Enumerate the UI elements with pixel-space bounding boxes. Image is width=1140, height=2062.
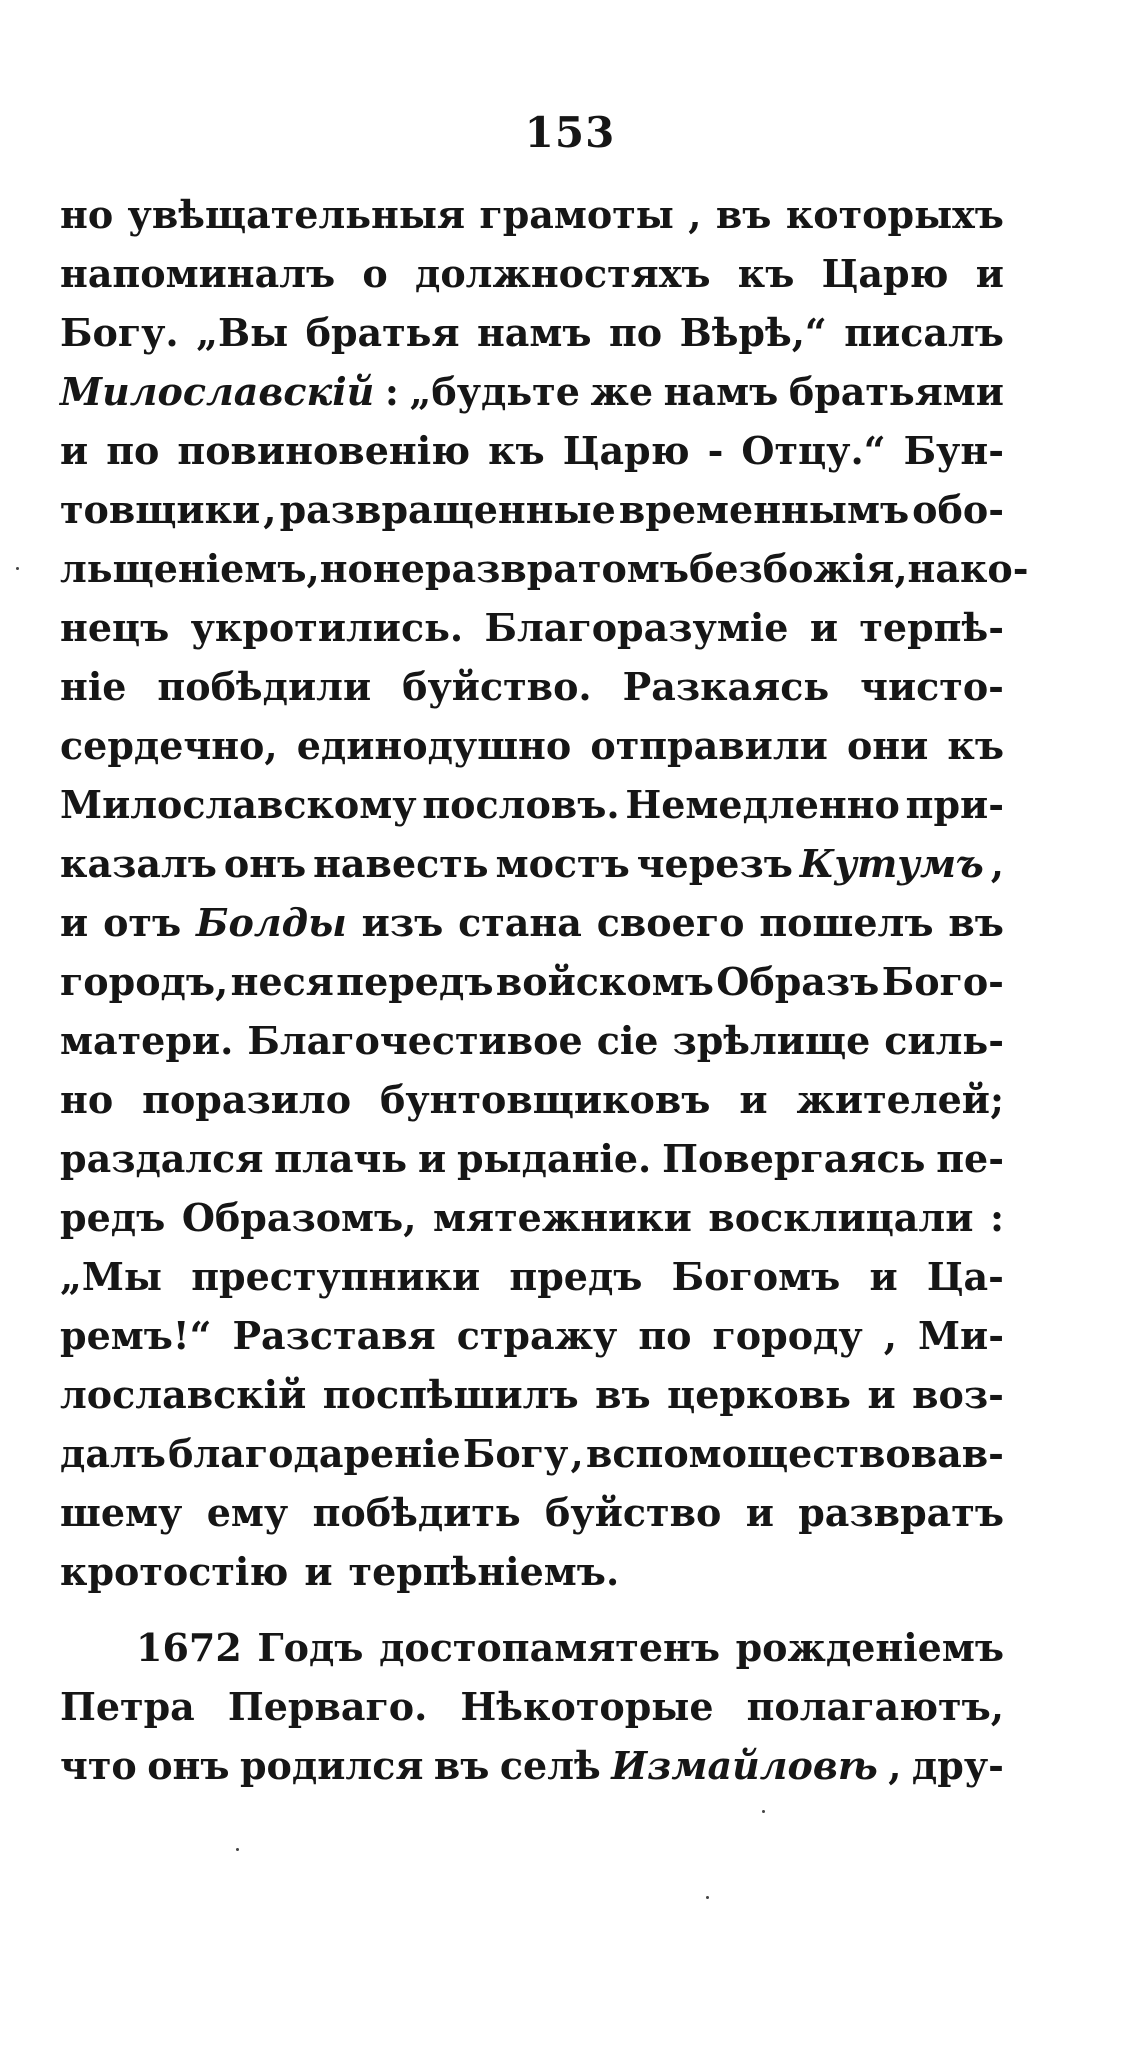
word: рыданіе. xyxy=(456,1136,652,1181)
word: должностяхъ xyxy=(415,251,711,296)
word: побѣдили xyxy=(157,664,372,709)
word: Болды xyxy=(196,900,347,945)
word: ремъ!“ xyxy=(60,1313,212,1358)
word: обо- xyxy=(912,487,1004,532)
word: Благочестивое xyxy=(247,1018,583,1063)
word: ніе xyxy=(60,664,127,709)
text-line xyxy=(60,1483,1004,1542)
word: Вѣрѣ,“ xyxy=(679,310,827,355)
page-number: 153 xyxy=(524,108,616,157)
word: терпѣніемъ. xyxy=(348,1549,620,1594)
word: Разкаясь xyxy=(622,664,830,709)
text-line xyxy=(60,1677,1004,1736)
word: церковь xyxy=(667,1372,851,1417)
word: своего xyxy=(596,900,745,945)
text-line xyxy=(60,598,1004,657)
word: они xyxy=(846,723,929,768)
word: ему xyxy=(206,1490,289,1535)
word: „Мы xyxy=(60,1254,163,1299)
word: развратомъ xyxy=(424,546,689,591)
word: Ца- xyxy=(926,1254,1004,1299)
word: по xyxy=(608,310,663,355)
word: благодареніе xyxy=(168,1431,461,1476)
word: жителей; xyxy=(796,1077,1004,1122)
print-speck xyxy=(16,567,19,570)
word: , xyxy=(883,1313,897,1358)
word: развратъ xyxy=(798,1490,1004,1535)
word: Образомъ, xyxy=(181,1195,417,1240)
word: Нѣкоторые xyxy=(460,1684,714,1729)
word: и xyxy=(739,1077,768,1122)
text-line xyxy=(60,303,1004,362)
text-line xyxy=(60,1736,1004,1795)
word: но xyxy=(60,1077,114,1122)
word: стана xyxy=(458,900,582,945)
word: при- xyxy=(905,782,1004,827)
word: Образъ xyxy=(716,959,880,1004)
word: изъ xyxy=(361,900,444,945)
word: въ xyxy=(433,1743,490,1788)
word: Милославскому xyxy=(60,782,417,827)
body-text xyxy=(60,185,1029,1795)
word: льщеніемъ, xyxy=(60,546,320,591)
word: товщики xyxy=(60,487,261,532)
word: черезъ xyxy=(636,841,793,886)
word: намъ xyxy=(663,369,779,414)
word: временнымъ xyxy=(618,487,910,532)
word: : xyxy=(384,369,399,414)
text-line xyxy=(60,1247,1004,1306)
text-line xyxy=(60,1306,1004,1365)
word: шему xyxy=(60,1490,183,1535)
text-line xyxy=(60,1542,1004,1601)
word: повиновенію xyxy=(177,428,471,473)
word: рожденіемъ xyxy=(735,1625,1004,1670)
word: Отцу.“ xyxy=(741,428,886,473)
word: Измайловѣ xyxy=(611,1743,878,1788)
word: городъ, xyxy=(60,959,229,1004)
text-line xyxy=(60,362,1004,421)
word: полагаютъ, xyxy=(746,1684,1004,1729)
word: Кутумъ xyxy=(799,841,984,886)
word: и xyxy=(975,251,1004,296)
word: „будьте xyxy=(409,369,580,414)
word: преступники xyxy=(191,1254,481,1299)
word: отправили xyxy=(590,723,828,768)
word: редъ xyxy=(60,1195,166,1240)
word: писалъ xyxy=(844,310,1004,355)
print-speck xyxy=(236,1848,239,1851)
word: Бун- xyxy=(903,428,1004,473)
word: Разставя xyxy=(232,1313,436,1358)
word: Петра xyxy=(60,1684,195,1729)
word: войскомъ xyxy=(495,959,714,1004)
text-line xyxy=(60,775,1004,834)
word: Бого- xyxy=(881,959,1004,1004)
word: и xyxy=(417,1136,447,1181)
word: Годъ xyxy=(257,1625,364,1670)
word: „Вы xyxy=(196,310,289,355)
word: сердечно, xyxy=(60,723,278,768)
word: пошелъ xyxy=(759,900,934,945)
word: къ xyxy=(737,251,795,296)
print-speck xyxy=(762,1810,765,1813)
word: , xyxy=(263,487,277,532)
word: но xyxy=(60,192,114,237)
word: Немедленно xyxy=(625,782,900,827)
text-line xyxy=(60,1365,1004,1424)
text-line xyxy=(60,1011,1004,1070)
text-line xyxy=(60,185,1004,244)
word: городу xyxy=(712,1313,863,1358)
word: 1672 xyxy=(136,1625,242,1670)
word: побѣдить xyxy=(312,1490,521,1535)
word: мятежники xyxy=(433,1195,692,1240)
word: что xyxy=(60,1743,137,1788)
word: нако- xyxy=(907,546,1029,591)
word: восклицали xyxy=(708,1195,974,1240)
word: Богомъ xyxy=(671,1254,841,1299)
text-line xyxy=(60,1618,1004,1677)
word: раздался xyxy=(60,1136,264,1181)
word: Повергаясь xyxy=(662,1136,926,1181)
word: : xyxy=(989,1195,1004,1240)
text-line xyxy=(60,1424,1004,1483)
word: напоминалъ xyxy=(60,251,336,296)
word: отъ xyxy=(103,900,182,945)
word: увѣщательныя xyxy=(127,192,466,237)
word: по xyxy=(106,428,160,473)
word: безбожія, xyxy=(688,546,908,591)
word: и xyxy=(60,900,89,945)
word: зрѣлище xyxy=(672,1018,871,1063)
word: Богу xyxy=(462,1431,569,1476)
word: Благоразуміе xyxy=(484,605,789,650)
word: дру- xyxy=(911,1743,1004,1788)
word: же xyxy=(590,369,654,414)
word: плачь xyxy=(274,1136,408,1181)
word: кротостію xyxy=(60,1549,289,1594)
word: въ xyxy=(715,192,772,237)
text-line xyxy=(60,1129,1004,1188)
word: селѣ xyxy=(499,1743,601,1788)
word: , xyxy=(888,1743,902,1788)
word: къ xyxy=(947,723,1004,768)
word: чисто- xyxy=(860,664,1004,709)
word: братья xyxy=(305,310,460,355)
text-line xyxy=(60,716,1004,775)
word: лославскій xyxy=(60,1372,307,1417)
word: неся xyxy=(230,959,334,1004)
text-line xyxy=(60,1070,1004,1129)
word: , xyxy=(990,841,1004,886)
word: буйство. xyxy=(402,664,592,709)
word: Милославскій xyxy=(60,369,375,414)
word: Богу. xyxy=(60,310,179,355)
word: Ми- xyxy=(917,1313,1004,1358)
text-line xyxy=(60,834,1004,893)
text-line xyxy=(60,893,1004,952)
word: онъ xyxy=(147,1743,230,1788)
word: нецъ xyxy=(60,605,170,650)
word: пе- xyxy=(936,1136,1004,1181)
word: и xyxy=(869,1254,898,1299)
word: братьями xyxy=(788,369,1004,414)
word: навесть xyxy=(313,841,489,886)
word: далъ xyxy=(60,1431,166,1476)
word: единодушно xyxy=(296,723,572,768)
word: вспомоществовав- xyxy=(585,1431,1004,1476)
word: укротились. xyxy=(190,605,464,650)
word: сіе xyxy=(596,1018,659,1063)
word: развращенные xyxy=(279,487,616,532)
text-line xyxy=(60,244,1004,303)
word: стражу xyxy=(456,1313,618,1358)
text-line xyxy=(60,657,1004,716)
word: пословъ. xyxy=(422,782,620,827)
word: силь- xyxy=(884,1018,1004,1063)
word: , xyxy=(688,192,702,237)
word: поразило xyxy=(142,1077,352,1122)
word: и xyxy=(745,1490,774,1535)
word: о xyxy=(362,251,388,296)
word: терпѣ- xyxy=(859,605,1004,650)
word: по xyxy=(638,1313,692,1358)
word: мостъ xyxy=(495,841,630,886)
text-line xyxy=(60,480,1004,539)
word: - xyxy=(707,428,724,473)
word: поспѣшилъ xyxy=(322,1372,579,1417)
word: Царю xyxy=(562,428,690,473)
text-line xyxy=(60,421,1004,480)
word: не xyxy=(372,546,425,591)
word: Перваго. xyxy=(227,1684,428,1729)
word: и xyxy=(304,1549,333,1594)
word: и xyxy=(60,428,89,473)
word: предъ xyxy=(509,1254,643,1299)
word: грамоты xyxy=(479,192,674,237)
word: въ xyxy=(595,1372,651,1417)
word: въ xyxy=(948,900,1004,945)
text-line xyxy=(60,539,1029,598)
word: но xyxy=(319,546,373,591)
word: и xyxy=(809,605,839,650)
text-line xyxy=(60,952,1004,1011)
word: буйство xyxy=(545,1490,722,1535)
word: передъ xyxy=(336,959,494,1004)
word: намъ xyxy=(476,310,592,355)
word: казалъ xyxy=(60,841,217,886)
word: которыхъ xyxy=(785,192,1004,237)
word: воз- xyxy=(912,1372,1004,1417)
word: къ xyxy=(488,428,545,473)
word: родился xyxy=(239,1743,424,1788)
word: Царю xyxy=(821,251,949,296)
text-line xyxy=(60,1188,1004,1247)
print-speck xyxy=(706,1896,709,1899)
word: достопамятенъ xyxy=(379,1625,720,1670)
word: матери. xyxy=(60,1018,234,1063)
word: и xyxy=(867,1372,896,1417)
word: , xyxy=(570,1431,584,1476)
word: бунтовщиковъ xyxy=(380,1077,711,1122)
word: онъ xyxy=(223,841,307,886)
